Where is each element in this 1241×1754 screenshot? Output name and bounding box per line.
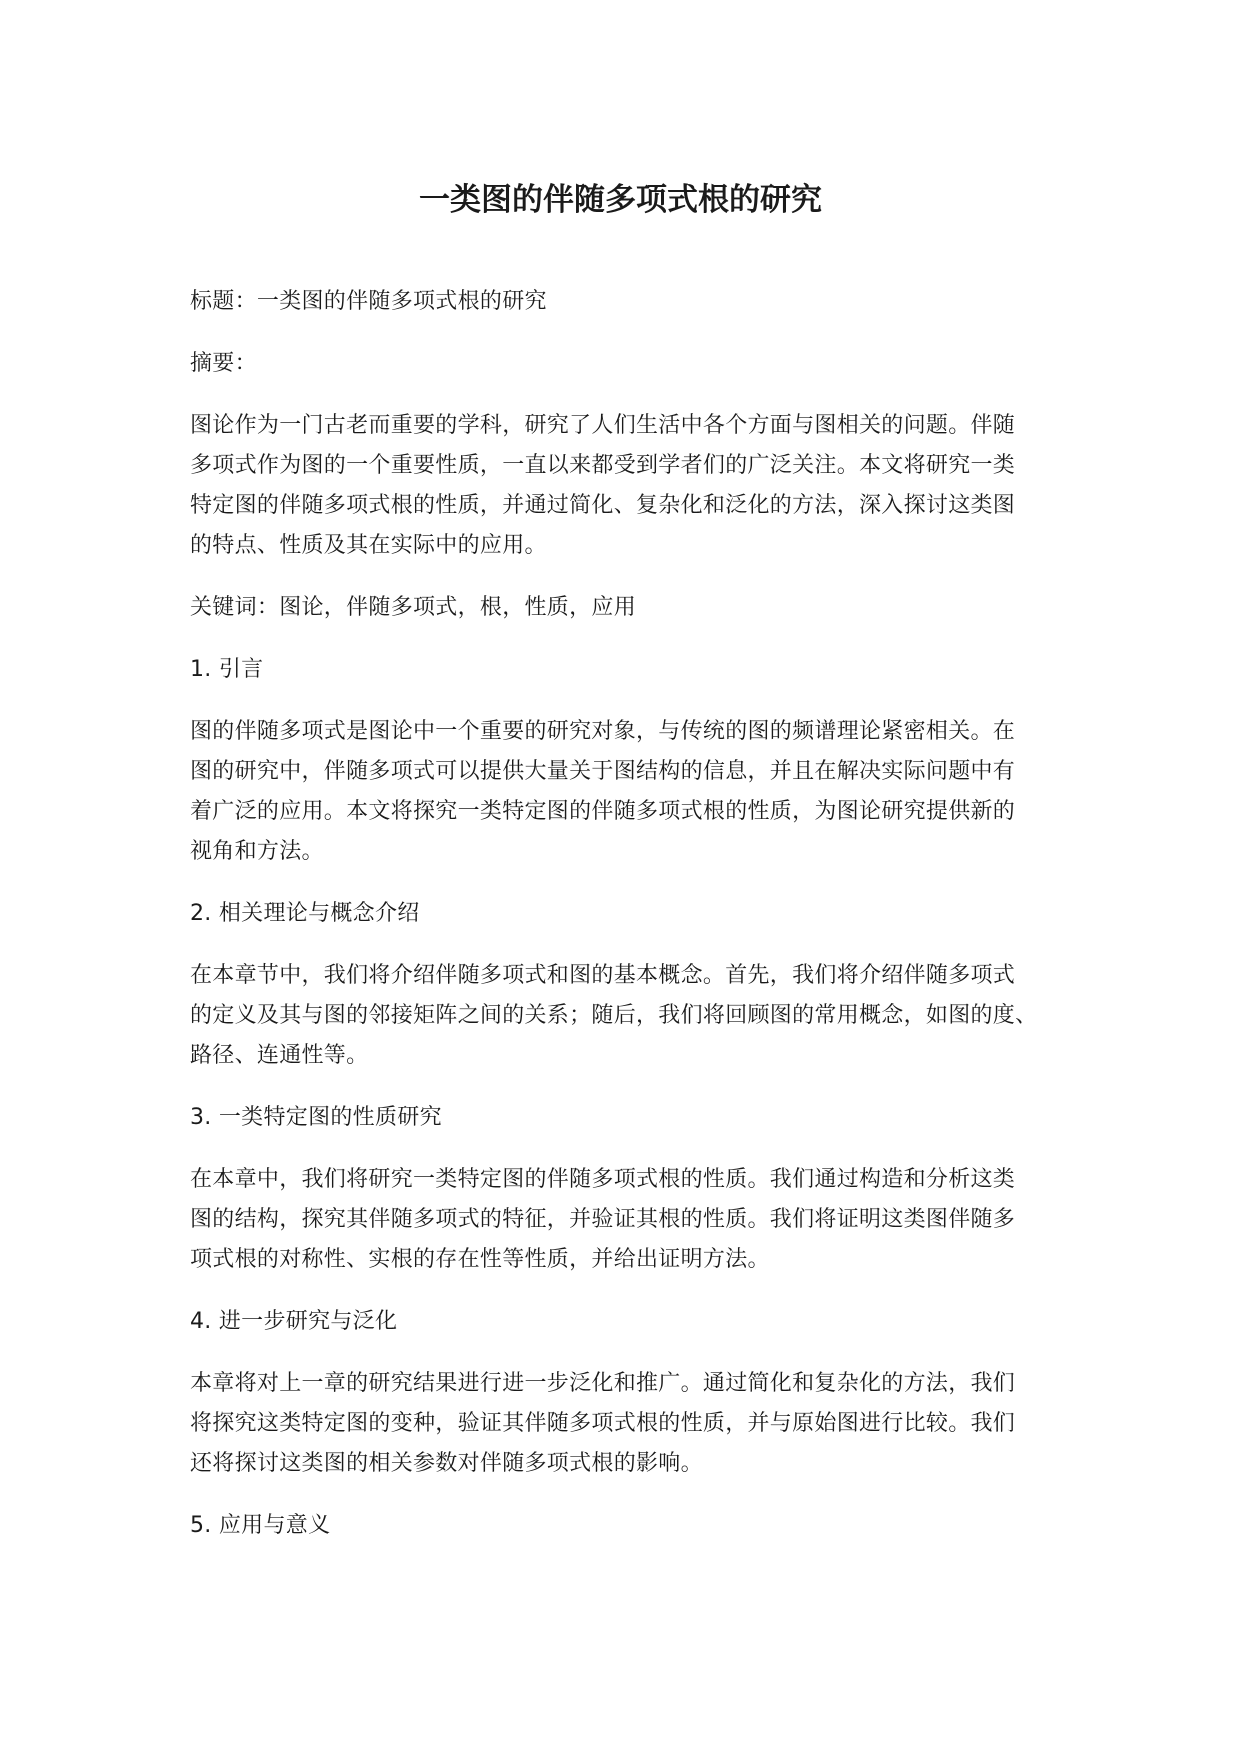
section-heading-theory <box>190 894 1050 934</box>
theory-paragraph <box>190 956 1050 1076</box>
text-line: 关键词：图论，伴随多项式，根，性质，应用 <box>190 595 637 620</box>
text-line: 的定义及其与图的邻接矩阵之间的关系；随后，我们将回顾图的常用概念，如图的度、 <box>190 1003 1038 1028</box>
text-line: 本章将对上一章的研究结果进行进一步泛化和推广。通过简化和复杂化的方法，我们 <box>190 1371 1016 1396</box>
document-title: 一类图的伴随多项式根的研究 <box>419 182 822 218</box>
introduction-paragraph <box>190 712 1050 872</box>
section-heading-applications <box>190 1506 1050 1546</box>
abstract-label <box>190 344 1050 384</box>
text-line: 在本章节中，我们将介绍伴随多项式和图的基本概念。首先，我们将介绍伴随多项式 <box>190 963 1016 988</box>
document-body <box>190 282 1050 1568</box>
text-line: 4. 进一步研究与泛化 <box>190 1309 398 1334</box>
text-line: 标题：一类图的伴随多项式根的研究 <box>190 289 547 314</box>
section-heading-generalization <box>190 1302 1050 1342</box>
text-line: 视角和方法。 <box>190 839 324 864</box>
text-line: 项式根的对称性、实根的存在性等性质，并给出证明方法。 <box>190 1247 770 1272</box>
properties-paragraph <box>190 1160 1050 1280</box>
text-line: 的特点、性质及其在实际中的应用。 <box>190 533 547 558</box>
text-line: 路径、连通性等。 <box>190 1043 369 1068</box>
section-heading-introduction <box>190 650 1050 690</box>
text-line: 摘要： <box>190 351 257 376</box>
text-line: 在本章中，我们将研究一类特定图的伴随多项式根的性质。我们通过构造和分析这类 <box>190 1167 1016 1192</box>
text-line: 特定图的伴随多项式根的性质，并通过简化、复杂化和泛化的方法，深入探讨这类图 <box>190 493 1016 518</box>
section-heading-properties <box>190 1098 1050 1138</box>
keywords-line <box>190 588 1050 628</box>
text-line: 2. 相关理论与概念介绍 <box>190 901 420 926</box>
text-line: 3. 一类特定图的性质研究 <box>190 1105 442 1130</box>
abstract-paragraph <box>190 406 1050 566</box>
text-line: 图论作为一门古老而重要的学科，研究了人们生活中各个方面与图相关的问题。伴随 <box>190 413 1016 438</box>
generalization-paragraph <box>190 1364 1050 1484</box>
text-line: 将探究这类特定图的变种，验证其伴随多项式根的性质，并与原始图进行比较。我们 <box>190 1411 1016 1436</box>
text-line: 着广泛的应用。本文将探究一类特定图的伴随多项式根的性质，为图论研究提供新的 <box>190 799 1016 824</box>
text-line: 图的结构，探究其伴随多项式的特征，并验证其根的性质。我们将证明这类图伴随多 <box>190 1207 1016 1232</box>
text-line: 图的研究中，伴随多项式可以提供大量关于图结构的信息，并且在解决实际问题中有 <box>190 759 1016 784</box>
title-line <box>190 282 1050 322</box>
text-line: 1. 引言 <box>190 657 264 682</box>
text-line: 还将探讨这类图的相关参数对伴随多项式根的影响。 <box>190 1451 703 1476</box>
text-line: 多项式作为图的一个重要性质，一直以来都受到学者们的广泛关注。本文将研究一类 <box>190 453 1016 478</box>
text-line: 图的伴随多项式是图论中一个重要的研究对象，与传统的图的频谱理论紧密相关。在 <box>190 719 1016 744</box>
text-line: 5. 应用与意义 <box>190 1513 331 1538</box>
